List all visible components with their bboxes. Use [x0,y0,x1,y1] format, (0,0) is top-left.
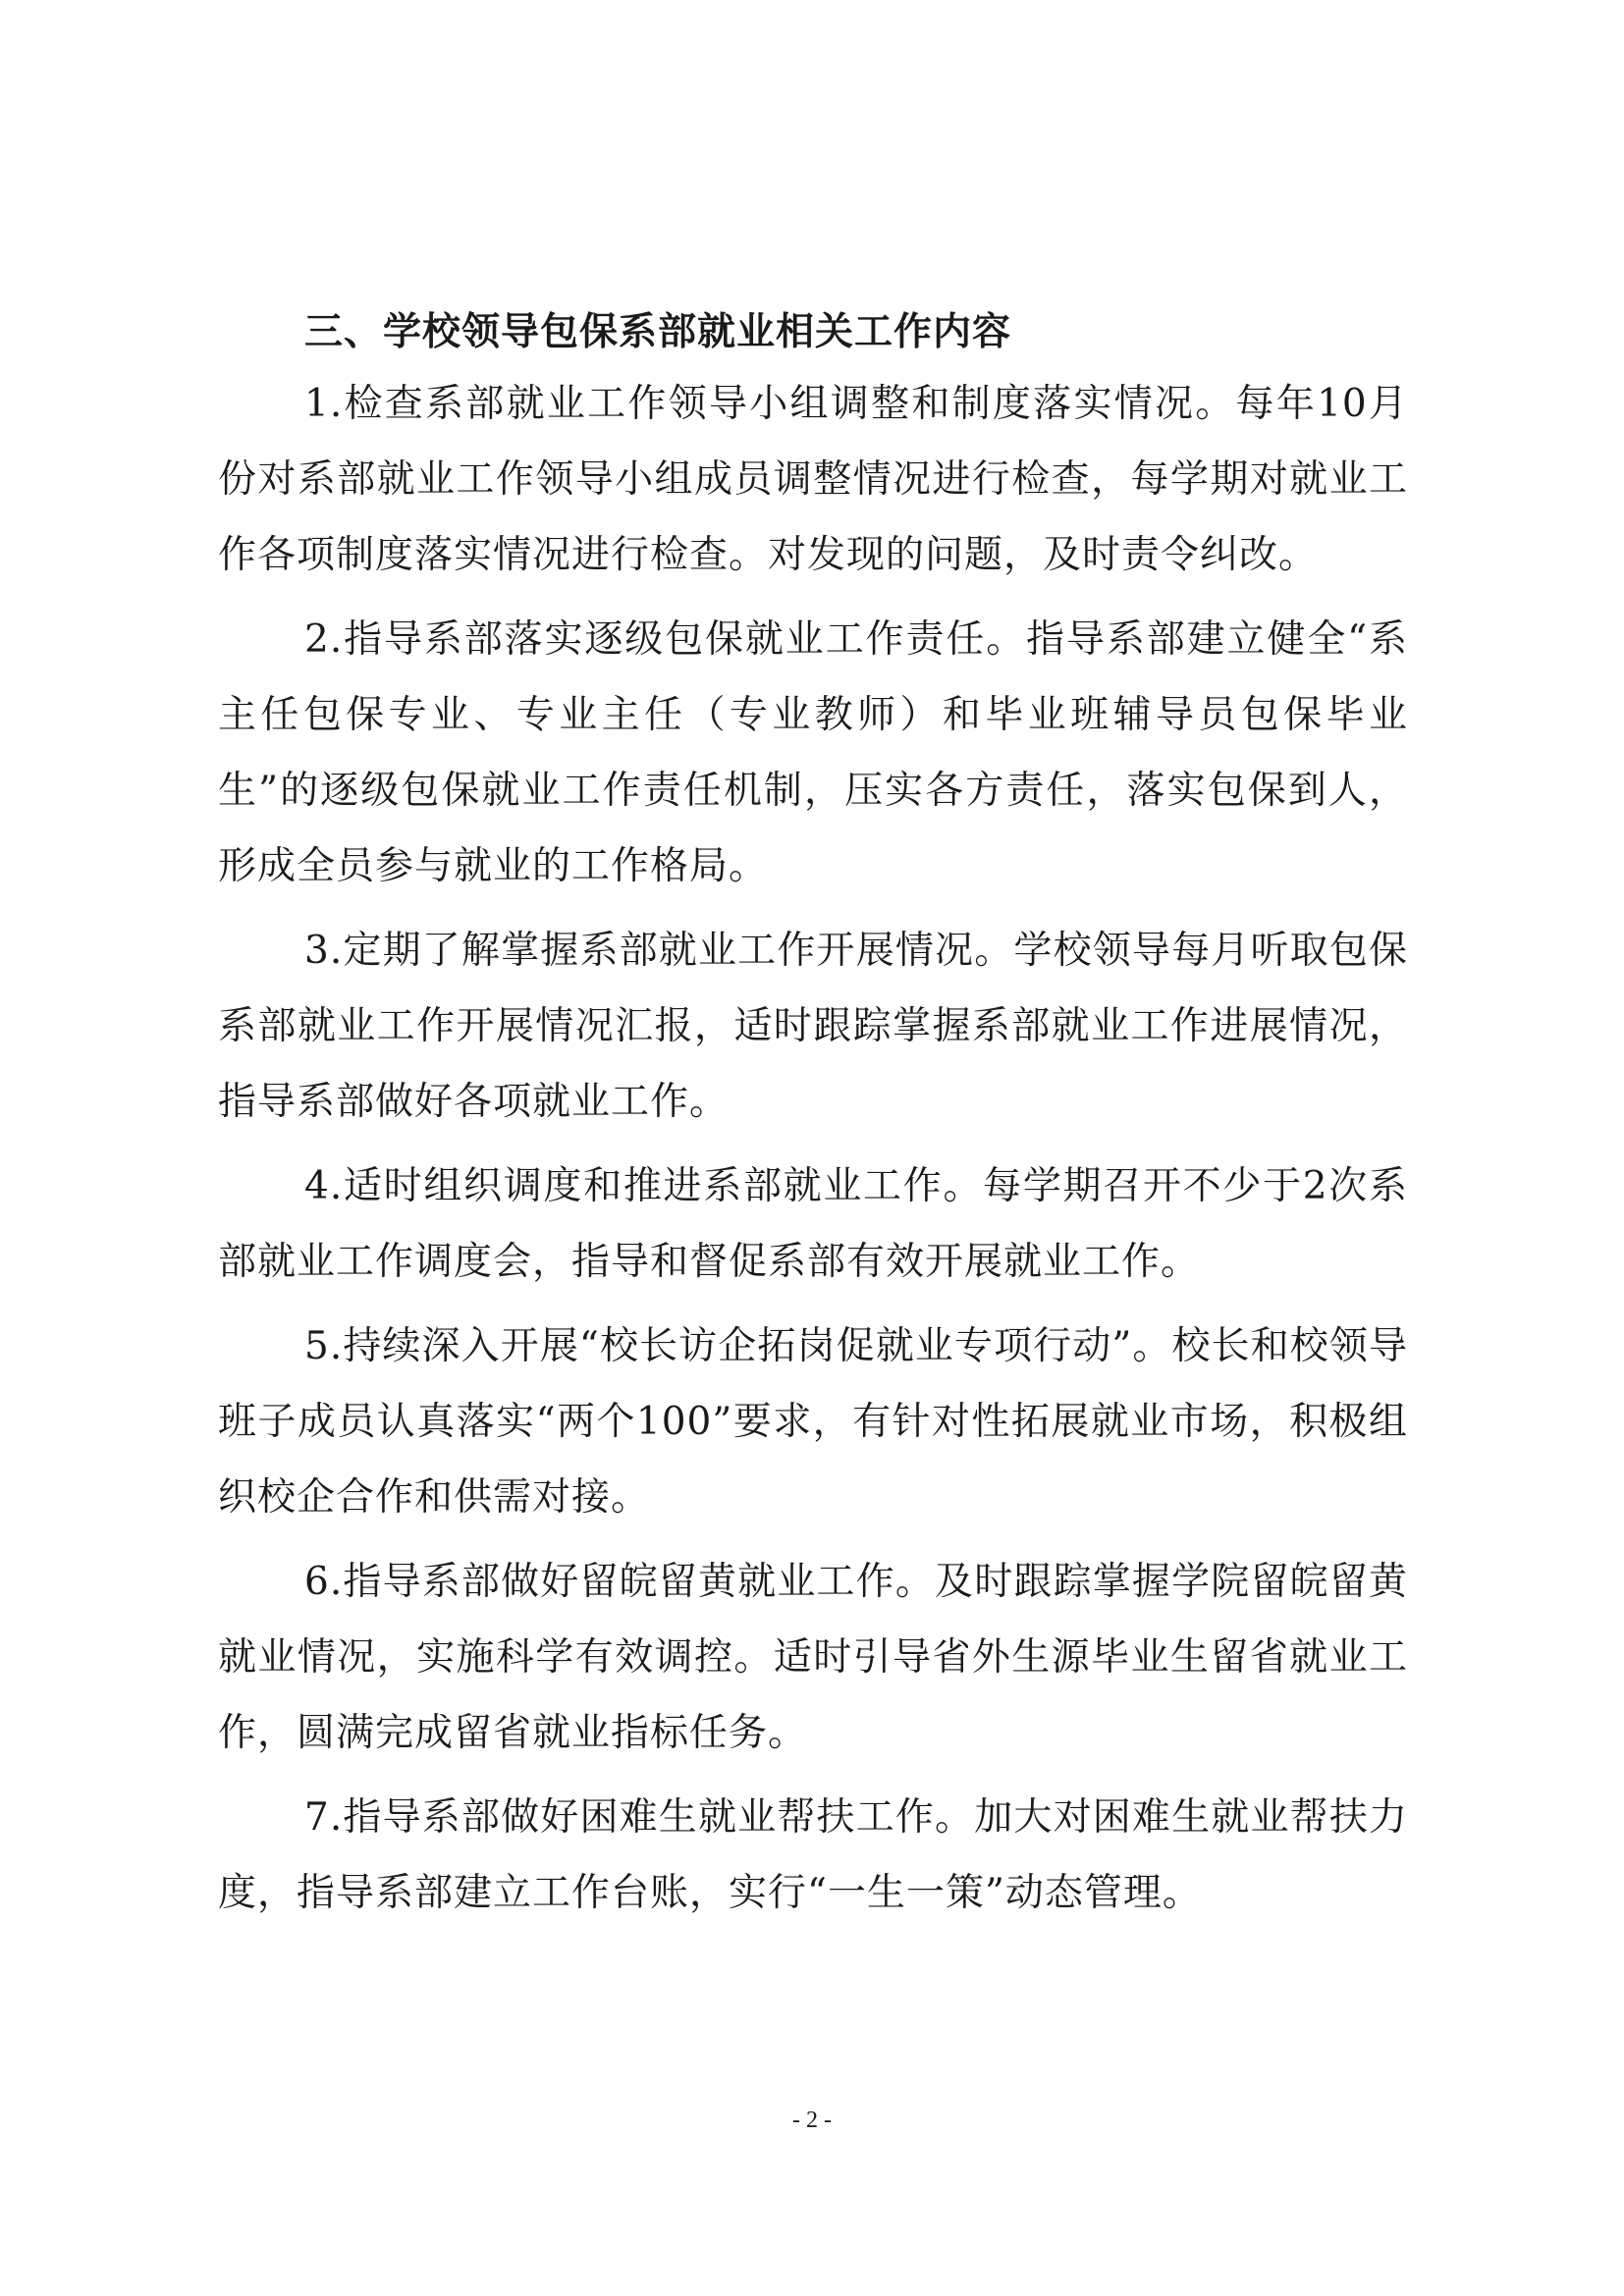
paragraph-1: 1.检查系部就业工作领导小组调整和制度落实情况。每年10月份对系部就业工作领导小组成员调整情况进行检查，每学期对就业工作各项制度落实情况进行检查。对发现的问题，及时责令纠改。 [218,382,1408,577]
paragraph-2: 2.指导系部落实逐级包保就业工作责任。指导系部建立健全“系主任包保专业、专业主任（专业教师）和毕业班辅导员包保毕业生”的逐级包保就业工作责任机制，压实各方责任，落实包保到人，形成全员参与就业的工作格局。 [218,617,1408,888]
paragraph-3: 3.定期了解掌握系部就业工作开展情况。学校领导每月听取包保系部就业工作开展情况汇报，适时跟踪掌握系部就业工作进展情况，指导系部做好各项就业工作。 [218,929,1408,1124]
paragraph-6: 6.指导系部做好留皖留黄就业工作。及时跟踪掌握学院留皖留黄就业情况，实施科学有效调控。适时引导省外生源毕业生留省就业工作，圆满完成留省就业指标任务。 [218,1560,1408,1755]
section-heading: 三、学校领导包保系部就业相关工作内容 [304,310,1012,354]
paragraph-7: 7.指导系部做好困难生就业帮扶工作。加大对困难生就业帮扶力度，指导系部建立工作台账，实行“一生一策”动态管理。 [218,1795,1408,1915]
document-body [218,299,1408,1940]
page-number: - 2 - [792,2108,832,2133]
paragraph-5: 5.持续深入开展“校长访企拓岗促就业专项行动”。校长和校领导班子成员认真落实“两个100”要求，有针对性拓展就业市场，积极组织校企合作和供需对接。 [218,1324,1408,1520]
paragraph-4: 4.适时组织调度和推进系部就业工作。每学期召开不少于2次系部就业工作调度会，指导和督促系部有效开展就业工作。 [218,1164,1408,1284]
